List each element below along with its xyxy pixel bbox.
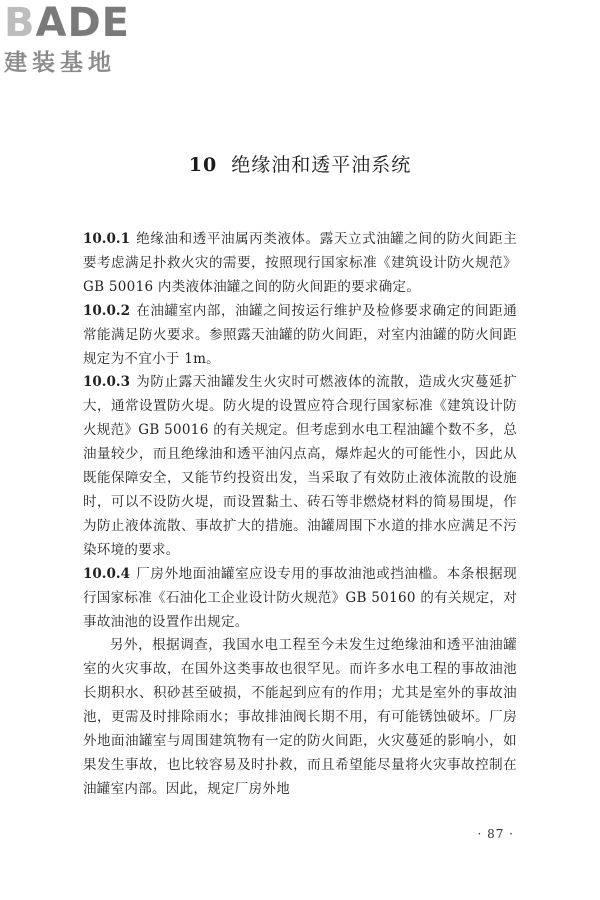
chapter-heading — [0, 150, 600, 177]
clause-number: 10.0.3 — [83, 374, 130, 391]
chapter-number: 10 — [188, 154, 218, 176]
clause-text: 为防止露天油罐发生火灾时可燃液体的流散，造成火灾蔓延扩大，通常设置防火堤。防火堤的设置应符合现行国家标准《建筑设计防火规范》GB 50016 的有关规定。但考虑到水电工程油罐个数不多，总油量较少，而且绝缘油和透平油闪点高，爆炸起火的可能性小，因此从既能保障安全，又能节约投资出发，当采取了有效防止液体流散的设施时，可以不设防火堤，而设置黏土、砖石等非燃烧材料的简易围堤，作为防止液体流散、事故扩大的措施。油罐周围下水道的排水应满足不污染环境的要求。 — [83, 374, 517, 558]
logo-accent-letter: B — [4, 0, 36, 46]
clause-number: 10.0.1 — [83, 231, 130, 247]
clause-text: 在油罐室内部，油罐之间按运行维护及检修要求确定的间距通常能满足防火要求。参照露天油罐的防火间距，对室内油罐的防火间距规定为不宜小于 1m。 — [83, 302, 517, 367]
logo-word-rest: ADE — [35, 0, 130, 46]
logo-wordmark — [4, 2, 130, 44]
page-body — [83, 228, 517, 802]
clause-number: 10.0.2 — [83, 302, 130, 319]
clause-number: 10.0.4 — [83, 565, 130, 582]
logo-subtitle: 建装基地 — [4, 50, 116, 76]
chapter-title: 绝缘油和透平油系统 — [231, 154, 412, 176]
brand-logo — [4, 2, 130, 78]
clause-10-0-1 — [83, 228, 517, 300]
explanation-paragraph: 另外，根据调查，我国水电工程至今未发生过绝缘油和透平油油罐室的火灾事故，在国外这类事故也很罕见。而许多水电工程的事故油池长期积水、积砂甚至破损，不能起到应有的作用；尤其是室外的事故油池，更需及时排除雨水；事故排油阀长期不用，有可能锈蚀破坏。厂房外地面油罐室与周围建筑物有一定的防火间距，火灾蔓延的影响小，如果发生事故，也比较容易及时扑救，而且希望能尽量将火灾事故控制在油罐室内部。因此，规定厂房外地 — [83, 637, 517, 797]
clause-text: 厂房外地面油罐室应设专用的事故油池或挡油槛。本条根据现行国家标准《石油化工企业设计防火规范》GB 50160 的有关规定，对事故油池的设置作出规定。 — [83, 565, 517, 630]
clause-10-0-4 — [83, 563, 517, 635]
clause-10-0-2 — [83, 300, 517, 372]
clause-10-0-3 — [83, 371, 517, 562]
clause-text: 绝缘油和透平油属丙类液体。露天立式油罐之间的防火间距主要考虑满足扑救火灾的需要，按照现行国家标准《建筑设计防火规范》GB 50016 内类液体油罐之间的防火间距的要求确定。 — [83, 231, 517, 295]
page-number: · 87 · — [477, 827, 514, 841]
